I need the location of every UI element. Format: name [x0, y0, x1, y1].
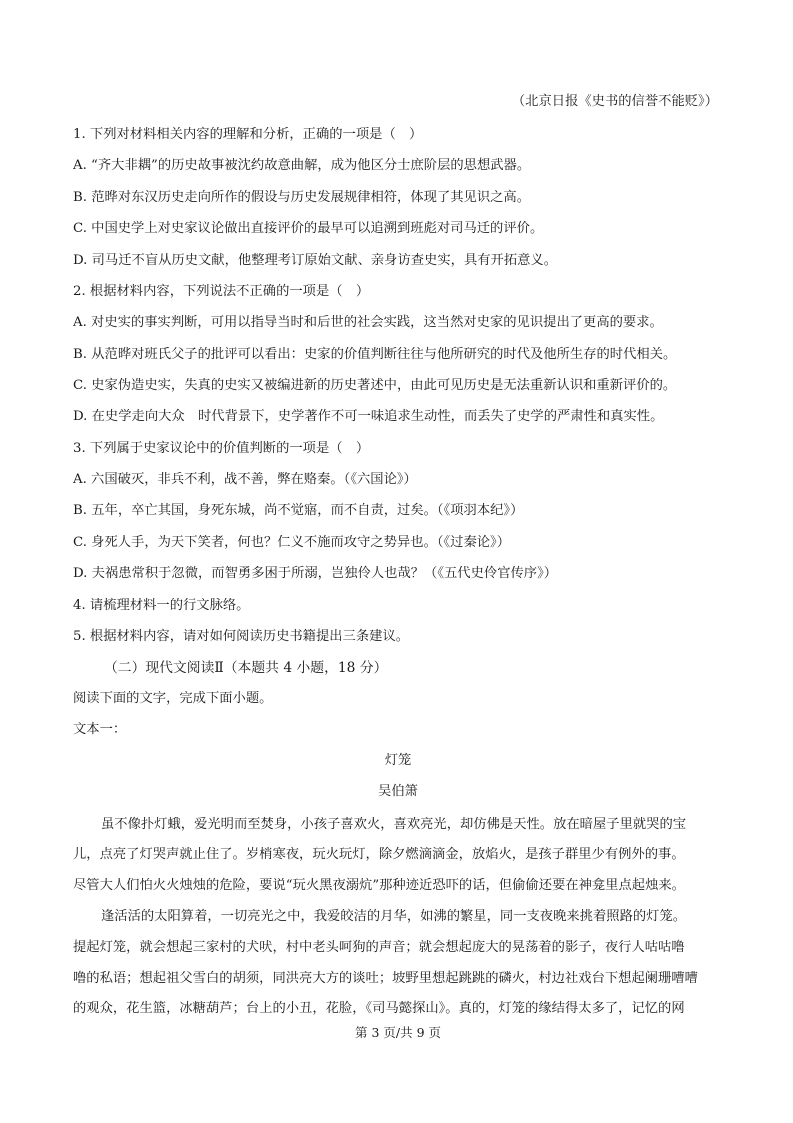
question-3-option-b: B. 五年，卒亡其国，身死东城，尚不觉寤，而不自责，过矣。（《项羽本纪》） [73, 503, 524, 518]
question-5: 5. 根据材料内容，请对如何阅读历史书籍提出三条建议。 [73, 629, 410, 644]
question-1-option-d: D. 司马迁不盲从历史文献，他整理考订原始文献、亲身访查史实，具有开拓意义。 [73, 253, 558, 268]
paragraph-2-line: 的观众，花生篮，冰糖葫芦；台上的小丑，花脸，《司马懿探山》。真的，灯笼的缘结得太多了，记忆的网 [73, 1001, 685, 1016]
text-label: 文本一： [73, 722, 127, 737]
paragraph-1-line: 虽不像扑灯蛾，爱光明而至焚身，小孩子喜欢火，喜欢亮光，却仿佛是天性。放在暗屋子里就哭的宝 [101, 817, 687, 832]
paragraph-2-line: 提起灯笼，就会想起三家村的犬吠，村中老头呵狗的声音；就会想起庞大的晃荡着的影子，夜行人咕咕噜 [73, 940, 685, 955]
paragraph-1-line: 尽管大人们怕火火烛烛的危险，要说“玩火黑夜溺炕”那种迹近恐吓的话，但偷偷还要在神龛里点起烛来。 [73, 878, 685, 893]
question-1-option-b: B. 范晔对东汉历史走向所作的假设与历史发展规律相符，体现了其见识之高。 [73, 190, 531, 205]
paragraph-2-line: 逢活活的太阳算着，一切亮光之中，我爱皎洁的月华，如沸的繁星，同一支夜晚来挑着照路的灯笼。 [101, 909, 687, 924]
reading-instruction: 阅读下面的文字，完成下面小题。 [73, 691, 273, 706]
essay-author: 吴伯箫 [378, 784, 418, 799]
page-footer: 第 3 页/共 9 页 [354, 1025, 441, 1040]
question-2-option-a: A. 对史实的事实判断，可用以指导当时和后世的社会实践，这当然对史家的见识提出了更高的要求。 [73, 315, 663, 330]
question-1-option-a: A. “齐大非耦”的历史故事被沈约故意曲解，成为他区分士庶阶层的思想武器。 [73, 158, 531, 173]
paragraph-1-line: 儿，点亮了灯哭声就止住了。岁梢寒夜，玩火玩灯，除夕燃滴滴金，放焰火，是孩子群里少有例外的事。 [73, 847, 685, 862]
question-1-option-c: C. 中国史学上对史家议论做出直接评价的最早可以追溯到班彪对司马迁的评价。 [73, 221, 544, 236]
question-2-option-d: D. 在史学走向大众 时代背景下，史学著作不可一味追求生动性，而丢失了史学的严肃性和真实性。 [73, 409, 664, 424]
question-3-stem: 3. 下列属于史家议论中的价值判断的一项是（ ） [73, 441, 370, 456]
question-2-option-b: B. 从范晔对班氏父子的批评可以看出：史家的价值判断往往与他所研究的时代及他所生存的时代相关。 [73, 347, 677, 362]
question-1-stem: 1. 下列对材料相关内容的理解和分析，正确的一项是（ ） [73, 127, 423, 142]
source-citation: （北京日报《史书的信誉不能贬》） [511, 94, 718, 109]
section-heading: （二）现代文阅读Ⅱ（本题共 4 小题，18 分） [104, 660, 388, 676]
essay-title: 灯笼 [384, 753, 412, 768]
question-3-option-a: A. 六国破灭，非兵不利，战不善，弊在赂秦。（《六国论》） [73, 472, 417, 487]
question-3-option-d: D. 夫祸患常积于忽微，而智勇多困于所溺，岂独伶人也哉？（《五代史伶官传序》） [73, 566, 558, 581]
question-3-option-c: C. 身死人手，为天下笑者，何也？仁义不施而攻守之势异也。（《过秦论》） [73, 535, 510, 550]
question-2-option-c: C. 史家伪造史实，失真的史实又被编进新的历史著述中，由此可见历史是无法重新认识和重新评价的。 [73, 378, 677, 393]
question-4: 4. 请梳理材料一的行文脉络。 [73, 598, 250, 613]
question-2-stem: 2. 根据材料内容，下列说法不正确的一项是（ ） [73, 284, 370, 299]
paragraph-2-line: 噜的私语；想起祖父雪白的胡须，同洪亮大方的谈吐；坡野里想起跳跳的磷火，村边社戏台下想起阑珊嘈嘈 [73, 971, 698, 986]
